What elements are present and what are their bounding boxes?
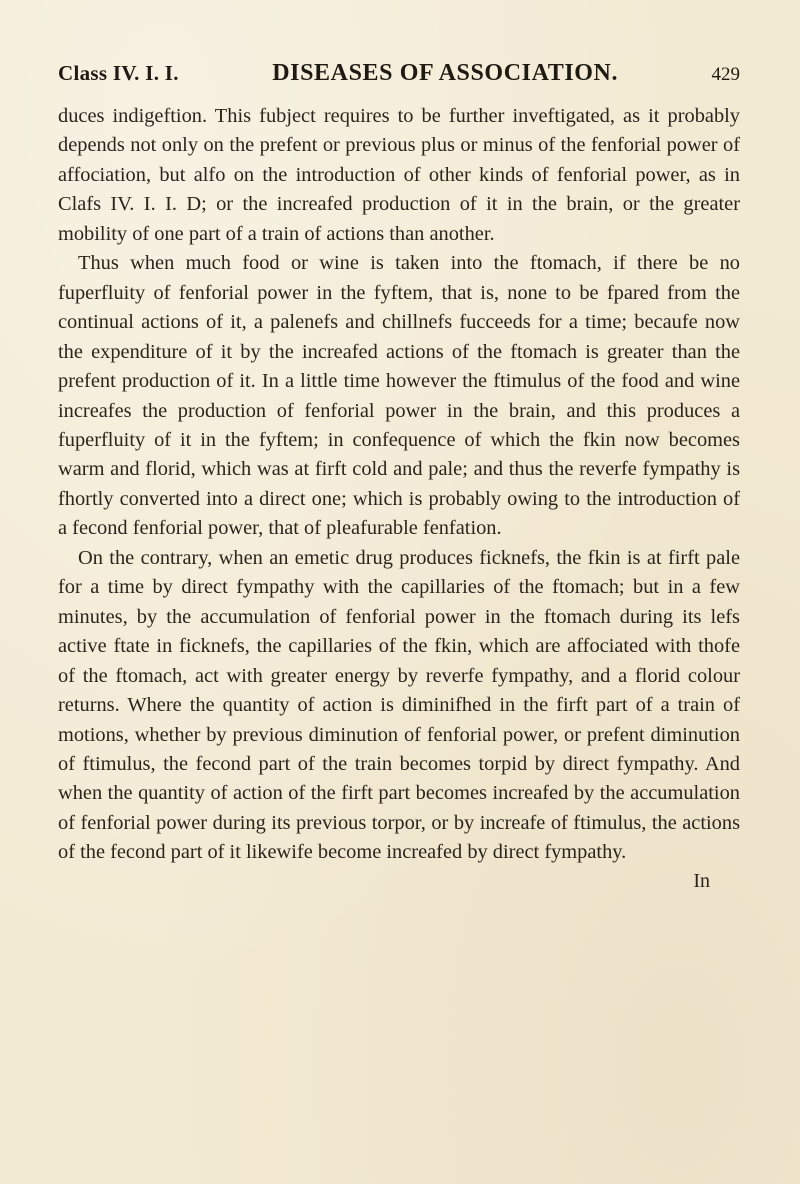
paragraph-continued: duces indigeftion. This fubject requires to be further inveftigated, as it probably depends not only on the prefent or previous plus or minus of the fenforial power of affociation, but alfo on the introduction of other kinds of fenforial power, as in Clafs IV. I. I. D; or the increafed production of it in the brain, or the greater mobility of one part of a train of actions than another. [58, 105, 740, 245]
paragraph-food-and-wine: Thus when much food or wine is taken into the ftomach, if there be no fuperfluity of fenforial power in the fyftem, that is, none to be fpared from the continual actions of it, a palenefs and chillnefs fucceeds for a time; becaufe now the expenditure of it by the increafed actions of the ftomach is greater than the prefent production of it. In a little time however the ftimulus of the food and wine increafes the production of fenforial power in the brain, and this produces a fuperfluity of it in the fyftem; in confequence of which the fkin now becomes warm and florid, which was at firft cold and pale; and thus the reverfe fympathy is fhortly converted into a direct one; which is probably owing to the introduction of a fecond fenforial power, that of pleafurable fenfation. [58, 252, 740, 540]
page-number: 429 [711, 64, 740, 85]
chapter-title: DISEASES OF ASSOCIATION. [272, 60, 619, 86]
catchword: In [693, 869, 710, 892]
class-reference: Class IV. I. I. [58, 61, 179, 85]
paragraph-emetic: On the contrary, when an emetic drug produces ficknefs, the fkin is at firft pale for a time by direct fympathy with the capillaries of the ftomach; but in a few minutes, by the accumulation of fenforial power in the ftomach during its lefs active ftate in ficknefs, the capillaries of the fkin, which are affociated with thofe of the ftomach, act with greater energy by reverfe fympathy, and a florid colour returns. Where the quantity of action is diminifhed in the firft part of a train of motions, whether by previous diminution of fenforial power, or prefent diminution of ftimulus, the fecond part of the train becomes torpid by direct fympathy. And when the quantity of action of the firft part becomes increafed by the accumulation of fenforial power during its previous torpor, or by increafe of ftimulus, the actions of the fecond part of it likewife become increafed by direct fympathy. [58, 546, 740, 864]
body-text [58, 102, 740, 868]
running-head [58, 60, 740, 94]
